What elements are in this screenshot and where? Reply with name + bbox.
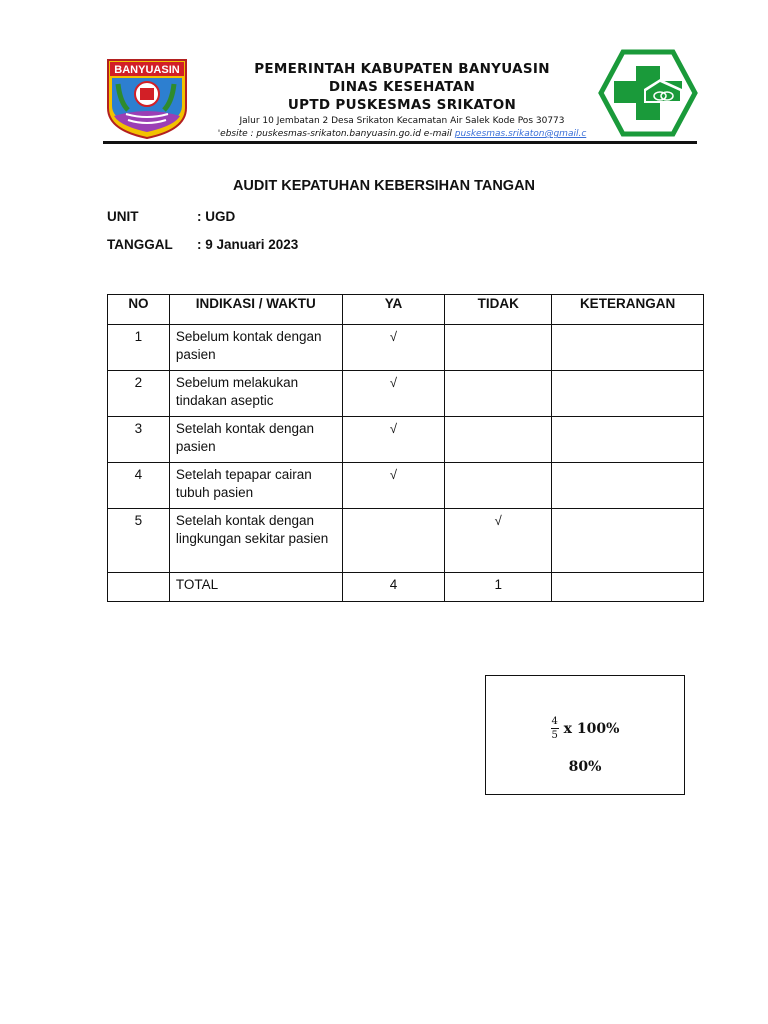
cell-keterangan	[552, 509, 704, 573]
total-label: TOTAL	[169, 573, 342, 602]
letterhead-line-1: PEMERINTAH KABUPATEN BANYUASIN	[254, 61, 550, 77]
fraction-bar	[551, 728, 559, 729]
table-row	[108, 417, 704, 463]
letterhead-divider	[103, 141, 697, 144]
cell-ya: √	[342, 325, 445, 371]
header-tidak: TIDAK	[445, 295, 552, 325]
fraction	[551, 716, 559, 741]
audit-table	[107, 294, 704, 602]
fraction-numerator: 4	[551, 716, 558, 727]
total-keterangan	[552, 573, 704, 602]
email-link[interactable]: puskesmas.srikaton@gmail.c	[454, 129, 587, 139]
letterhead-line-3: UPTD PUSKESMAS SRIKATON	[287, 97, 517, 113]
table-row	[108, 509, 704, 573]
header-keterangan: KETERANGAN	[552, 295, 704, 325]
date-row	[107, 237, 298, 252]
cell-tidak	[445, 463, 552, 509]
date-value: : 9 Januari 2023	[197, 237, 299, 252]
header-no: NO	[108, 295, 170, 325]
cell-ya	[342, 509, 445, 573]
cell-no: 4	[108, 463, 170, 509]
cell-no: 2	[108, 371, 170, 417]
cell-no: 1	[108, 325, 170, 371]
letterhead-website	[194, 128, 610, 140]
fraction-denominator: 5	[551, 730, 558, 741]
cell-keterangan	[552, 463, 704, 509]
cell-indikasi: Sebelum kontak dengan pasien	[169, 325, 342, 371]
cell-tidak	[445, 325, 552, 371]
cell-ya: √	[342, 463, 445, 509]
letterhead-address: Jalur 10 Jembatan 2 Desa Srikaton Kecamatan Air Salek Kode Pos 30773	[239, 116, 565, 126]
cell-indikasi: Setelah kontak dengan pasien	[169, 417, 342, 463]
table-row	[108, 325, 704, 371]
cell-tidak: √	[445, 509, 552, 573]
total-ya: 4	[342, 573, 445, 602]
percentage-box	[485, 675, 685, 795]
banyuasin-logo	[104, 56, 190, 140]
total-no	[108, 573, 170, 602]
banyuasin-logo-text: BANYUASIN	[114, 64, 180, 76]
cell-ya: √	[342, 417, 445, 463]
header-indikasi: INDIKASI / WAKTU	[169, 295, 342, 325]
cell-keterangan	[552, 325, 704, 371]
percentage-result: 80%	[568, 759, 602, 775]
cell-indikasi: Setelah tepapar cairan tubuh pasien	[169, 463, 342, 509]
table-row	[108, 463, 704, 509]
cell-no: 5	[108, 509, 170, 573]
cell-keterangan	[552, 371, 704, 417]
letterhead-line-2: DINAS KESEHATAN	[328, 79, 476, 95]
page-title: AUDIT KEPATUHAN KEBERSIHAN TANGAN	[232, 178, 536, 194]
table-row	[108, 371, 704, 417]
header-ya: YA	[342, 295, 445, 325]
unit-label: UNIT	[107, 209, 139, 224]
cell-indikasi: Setelah kontak dengan lingkungan sekitar pasien	[169, 509, 342, 573]
cell-ya: √	[342, 371, 445, 417]
date-label: TANGGAL	[107, 237, 173, 252]
letterhead	[194, 60, 610, 140]
cell-indikasi: Sebelum melakukan tindakan aseptic	[169, 371, 342, 417]
cell-keterangan	[552, 417, 704, 463]
cell-tidak	[445, 417, 552, 463]
formula-multiplier: x 100%	[563, 720, 620, 737]
unit-value: : UGD	[197, 209, 236, 224]
table-header-row	[108, 295, 704, 325]
total-tidak: 1	[445, 573, 552, 602]
total-row	[108, 573, 704, 602]
formula	[486, 716, 684, 741]
cell-tidak	[445, 371, 552, 417]
website-text: 'ebsite : puskesmas-srikaton.banyuasin.go.id e-mail	[217, 129, 455, 139]
puskesmas-logo	[598, 49, 698, 137]
cell-no: 3	[108, 417, 170, 463]
unit-row	[107, 209, 235, 224]
